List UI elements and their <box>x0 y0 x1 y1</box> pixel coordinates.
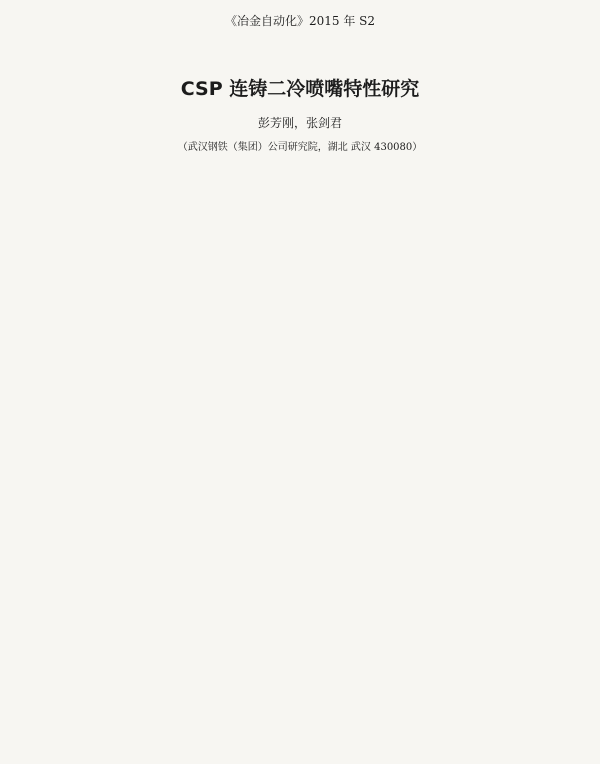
paper-title: CSP 连铸二冷喷嘴特性研究 <box>180 78 420 100</box>
affiliation: （武汉钢铁（集团）公司研究院，湖北 武汉 430080） <box>177 142 423 153</box>
authors: 彭芳刚，张剑君 <box>257 116 342 130</box>
running-head: 《冶金自动化》2015 年 S2 <box>224 14 376 28</box>
